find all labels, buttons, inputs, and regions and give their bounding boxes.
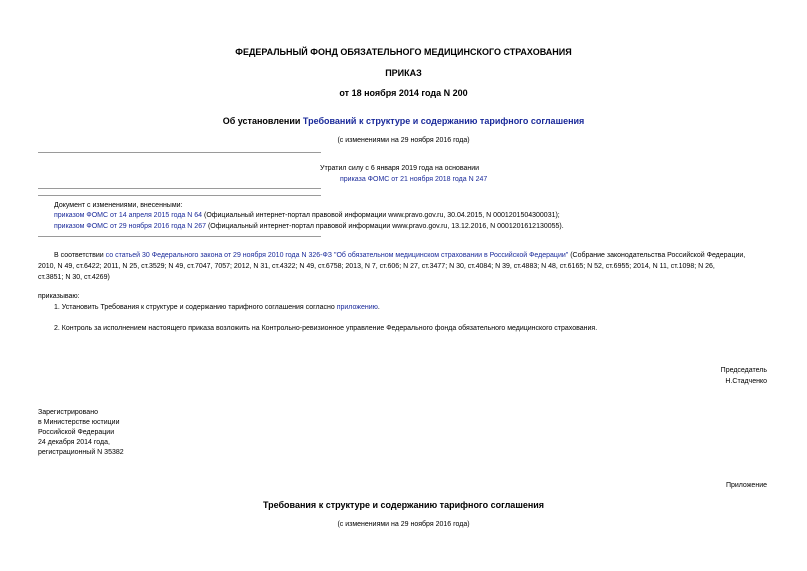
- registration-line: регистрационный N 35382: [38, 449, 124, 456]
- order-word: приказываю:: [38, 293, 80, 300]
- item1-text: 1. Установить Требования к структуре и содержанию тарифного соглашения согласно: [54, 304, 337, 311]
- change-text: (Официальный интернет-портал правовой информации www.pravo.gov.ru, 30.04.2015, N 0001201504300031);: [202, 212, 560, 219]
- changes-intro: Документ с изменениями, внесенными:: [54, 202, 183, 209]
- doc-title-link[interactable]: Требований к структуре и содержанию тарифного соглашения: [302, 116, 585, 126]
- intro-prefix: В соответствии: [54, 252, 106, 259]
- order-item-1: [54, 303, 380, 313]
- order-item-2: 2. Контроль за исполнением настоящего приказа возложить на Контрольно-ревизионное управление Федерального фонда обязательного медицинского страхования.: [54, 325, 598, 332]
- doc-type: ПРИКАЗ: [385, 68, 422, 78]
- law-link[interactable]: со статьей 30 Федерального закона от 29 ноября 2010 года N 326-ФЗ "Об обязательном медицинском страховании в Российской Федерации": [105, 252, 569, 259]
- organization-heading: ФЕДЕРАЛЬНЫЙ ФОНД ОБЯЗАТЕЛЬНОГО МЕДИЦИНСКОГО СТРАХОВАНИЯ: [235, 47, 572, 57]
- appendix-link[interactable]: приложению: [336, 304, 378, 311]
- divider: [38, 236, 321, 237]
- intro-rest: (Собрание законодательства Российской Федерации,: [568, 252, 746, 259]
- doc-title: [0, 116, 807, 126]
- appendix-label: Приложение: [725, 482, 767, 489]
- amendment-note: (с изменениями на 29 ноября 2016 года): [337, 137, 470, 144]
- doc-date-number: от 18 ноября 2014 года N 200: [339, 88, 468, 98]
- registration-line: Зарегистрировано: [38, 409, 98, 416]
- intro-line-3: ст.3851; N 30, ст.4269): [38, 274, 110, 281]
- item1-suffix: .: [377, 304, 380, 311]
- registration-line: 24 декабря 2014 года,: [38, 439, 110, 446]
- signature-name: Н.Стадченко: [725, 378, 767, 385]
- status-link[interactable]: приказа ФОМС от 21 ноября 2018 года N 247: [340, 176, 488, 183]
- change-text: (Официальный интернет-портал правовой информации www.pravo.gov.ru, 13.12.2016, N 0001201612130055).: [206, 223, 564, 230]
- intro-line-2: 2010, N 49, ст.6422; 2011, N 25, ст.3529; N 49, ст.7047, 7057; 2012, N 31, ст.4322; N 49, ст.6758; 2013, N 7, ст.606; N 27, ст.3477; N 30, ст.4084; N 39, ст.4883; N 48, ст.6165; N 52, ст.6955; 2014, N 11, ст.1098; N 26,: [38, 263, 715, 270]
- change-link[interactable]: приказом ФОМС от 14 апреля 2015 года N 64: [54, 212, 203, 219]
- appendix-amendment-note: (с изменениями на 29 ноября 2016 года): [337, 521, 470, 528]
- change-item: [54, 222, 564, 232]
- status-line: Утратил силу с 6 января 2019 года на основании: [320, 165, 480, 172]
- change-item: [54, 211, 560, 221]
- divider: [38, 188, 321, 189]
- signature-position: Председатель: [720, 367, 767, 374]
- doc-title-prefix: Об установлении: [222, 116, 303, 126]
- divider: [38, 152, 321, 153]
- registration-line: в Министерстве юстиции: [38, 419, 120, 426]
- registration-line: Российской Федерации: [38, 429, 115, 436]
- change-link[interactable]: приказом ФОМС от 29 ноября 2016 года N 267: [54, 223, 206, 230]
- divider: [38, 195, 321, 196]
- intro-line-1: [54, 251, 745, 261]
- appendix-title: Требования к структуре и содержанию тарифного соглашения: [262, 500, 545, 510]
